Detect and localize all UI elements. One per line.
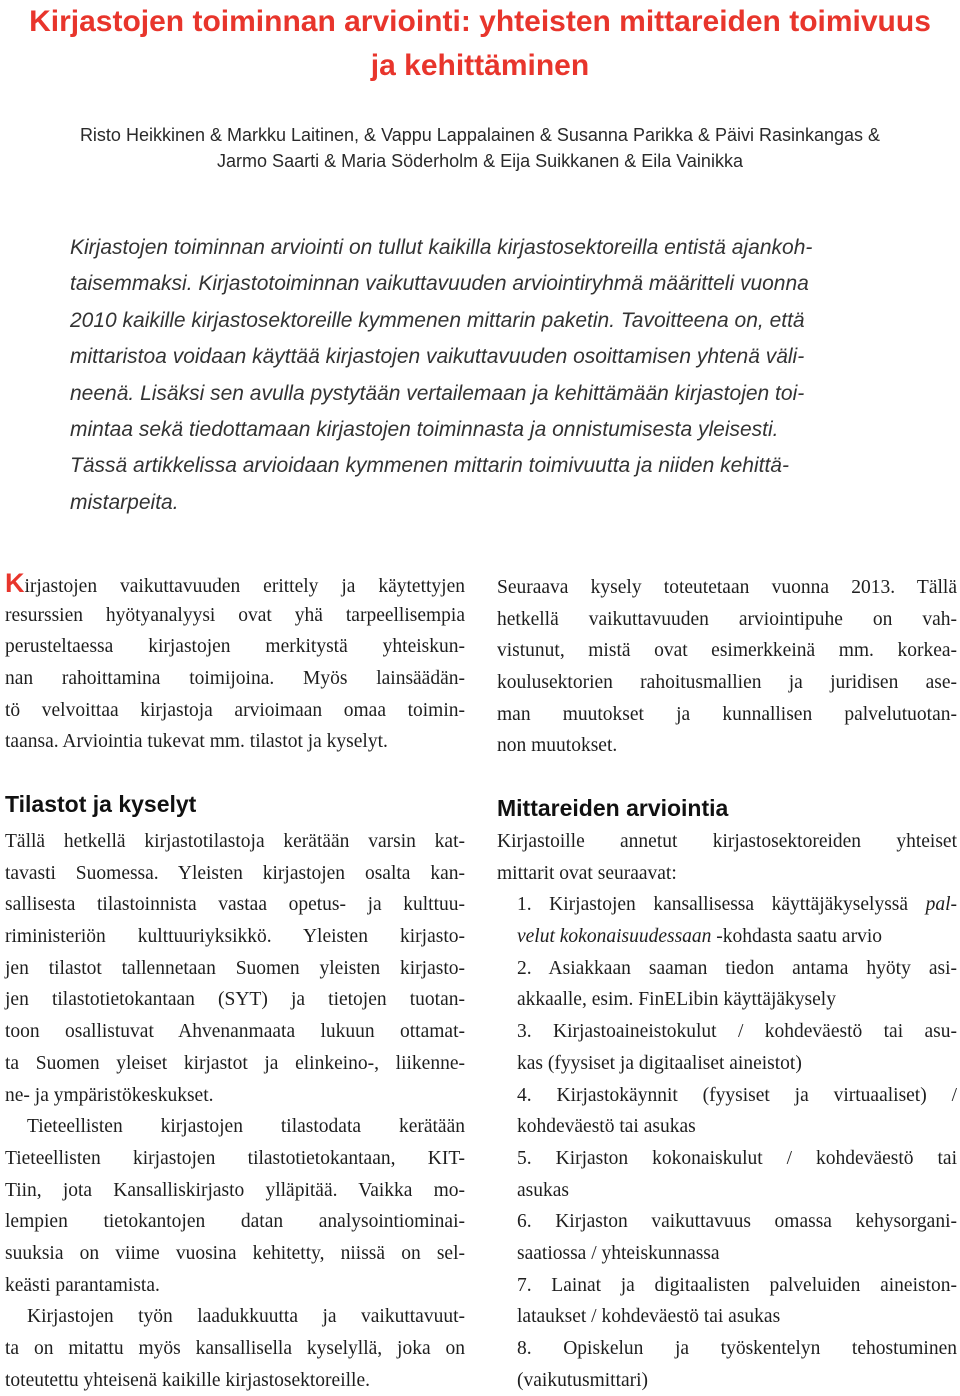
list-item-text: 1. Kirjastojen kansallisessa käyttäjäkyselyssä bbox=[517, 894, 926, 916]
list-item: lataukset / kohdeväestö tai asukas bbox=[517, 1306, 781, 1328]
list-item bbox=[497, 921, 957, 953]
text-line: Kirjastoille annetut kirjastosektoreiden yhteiset bbox=[497, 831, 957, 852]
text-line: mittarit ovat seuraavat: bbox=[497, 862, 677, 884]
list-item: 6. Kirjaston vaikuttavuus omassa kehysorgani- bbox=[517, 1211, 957, 1233]
text-line: taansa. Arviointia tukevat mm. tilastot ja kyselyt. bbox=[5, 731, 388, 753]
list-item: 5. Kirjaston kokonaiskulut / kohdeväestö tai bbox=[517, 1147, 957, 1169]
list-item-text: -kohdasta saatu arvio bbox=[711, 926, 882, 948]
right-column-body bbox=[497, 826, 957, 1396]
right-column-intro bbox=[497, 572, 957, 762]
text-line: nan rahoittamina toimijoina. Myös lainsäädän- bbox=[5, 668, 465, 690]
list-item: (vaikutusmittari) bbox=[517, 1369, 649, 1391]
list-item: 3. Kirjastoaineistokulut / kohdeväestö tai asu- bbox=[517, 1021, 957, 1043]
text-line: ta on mitattu myös kansallisella kyselyllä, joka on bbox=[5, 1338, 465, 1359]
abstract-line: neenä. Lisäksi sen avulla pystytään vertailemaan ja kehittämään kirjastojen toi- bbox=[70, 381, 805, 405]
list-item bbox=[497, 889, 957, 921]
list-item: asukas bbox=[517, 1179, 569, 1201]
list-item-italic: velut kokonaisuudessaan bbox=[517, 926, 712, 948]
text-line: non muutokset. bbox=[497, 735, 618, 757]
drop-cap: K bbox=[5, 568, 25, 598]
text-line: koulusektorien rahoitusmallien ja juridisen ase- bbox=[497, 672, 957, 694]
text-line: ne- ja ympäristökeskukset. bbox=[5, 1084, 214, 1106]
title-line-1: Kirjastojen toiminnan arviointi: yhteisten mittareiden toimivuus bbox=[29, 5, 931, 38]
text-line: Tieteellisten kirjastojen tilastodata kerätään bbox=[27, 1116, 465, 1138]
text-line: hetkellä vaikuttavuuden arviointipuhe on vah- bbox=[497, 608, 957, 630]
text-line: toteutettu yhteisenä kaikille kirjastosektoreille. bbox=[5, 1369, 370, 1391]
authors-line-2: Jarmo Saarti & Maria Söderholm & Eija Suikkanen & Eila Vainikka bbox=[217, 151, 743, 171]
text-line: suuksia on viime vuosina kehitetty, niissä on sel- bbox=[5, 1242, 465, 1264]
text-line-content: irjastojen vaikuttavuuden erittely ja käytettyjen bbox=[24, 576, 465, 597]
list-item: kohdeväestö tai asukas bbox=[517, 1116, 696, 1138]
text-line: Tällä hetkellä kirjastotilastoja kerätään varsin kat- bbox=[5, 831, 465, 852]
abstract-line: Kirjastojen toiminnan arviointi on tullut kaikilla kirjastosektoreilla entistä ajankoh- bbox=[70, 236, 813, 259]
text-line: Kirjastojen työn laadukkuutta ja vaikuttavuut- bbox=[27, 1306, 465, 1328]
text-line: sallisesta tilastoinnista vastaa opetus- ja kulttuu- bbox=[5, 894, 465, 916]
text-line: Tiin, jota Kansalliskirjasto ylläpitää. Vaikka mo- bbox=[5, 1179, 465, 1201]
text-line: resurssien hyötyanalyysi ovat yhä tarpeellisempia bbox=[5, 604, 465, 626]
text-line: riministeriön kulttuuriyksikkö. Yleisten kirjasto- bbox=[5, 926, 465, 948]
text-line: tö velvoittaa kirjastoja arvioimaan omaa toimin- bbox=[5, 699, 465, 721]
text-line: Seuraava kysely toteutetaan vuonna 2013. Tällä bbox=[497, 577, 957, 598]
abstract-line: Tässä artikkelissa arvioidaan kymmenen mittarin toimivuutta ja niiden kehittä- bbox=[70, 454, 789, 478]
list-item: 7. Lainat ja digitaalisten palveluiden aineiston- bbox=[517, 1274, 957, 1296]
text-line: Tieteellisten kirjastojen tilastotietokantaan, KIT- bbox=[5, 1147, 465, 1169]
text-line bbox=[5, 568, 465, 600]
article-title bbox=[0, 0, 960, 88]
list-item-italic: pal- bbox=[925, 894, 957, 916]
text-line: ta Suomen yleiset kirjastot ja elinkeino-, liikenne- bbox=[5, 1052, 465, 1074]
text-line: jen tilastot tallennetaan Suomen yleisten kirjasto- bbox=[5, 957, 465, 979]
list-item: 8. Opiskelun ja työskentelyn tehostuminen bbox=[517, 1338, 957, 1359]
text-line: perusteltaessa kirjastojen merkitystä yhteiskun- bbox=[5, 636, 465, 658]
abstract-line: mintaa sekä tiedottamaan kirjastojen toiminnasta ja onnistumisesta yleisesti. bbox=[70, 418, 779, 442]
authors-line-1: Risto Heikkinen & Markku Laitinen, & Vappu Lappalainen & Susanna Parikka & Päivi Rasinkangas & bbox=[79, 125, 881, 145]
left-column-intro bbox=[5, 568, 465, 758]
text-line: tavasti Suomessa. Yleisten kirjastojen osalta kan- bbox=[5, 862, 465, 884]
text-line: keästi parantamista. bbox=[5, 1274, 160, 1296]
list-item: 2. Asiakkaan saaman tiedon antama hyöty asi- bbox=[517, 957, 957, 979]
title-line-2: ja kehittäminen bbox=[370, 49, 590, 82]
abstract bbox=[70, 230, 930, 521]
list-item: saatiossa / yhteiskunnassa bbox=[517, 1242, 720, 1264]
abstract-line: 2010 kaikille kirjastosektoreille kymmenen mittarin paketin. Tavoitteena on, että bbox=[70, 308, 805, 332]
abstract-line: mittaristoa voidaan käyttää kirjastojen vaikuttavuuden osoittamisen yhtenä väli- bbox=[70, 345, 805, 369]
abstract-line: mistarpeita. bbox=[70, 490, 179, 514]
text-line: vistunut, mistä ovat esimerkkeinä mm. korkea- bbox=[497, 640, 957, 662]
abstract-line: taisemmaksi. Kirjastotoiminnan vaikuttavuuden arviointiryhmä määritteli vuonna bbox=[70, 272, 809, 296]
left-column-body bbox=[5, 826, 465, 1396]
text-line: man muutokset ja kunnallisen palvelutuotan- bbox=[497, 703, 957, 725]
list-item: 4. Kirjastokäynnit (fyysiset ja virtuaaliset) / bbox=[517, 1084, 957, 1106]
author-list bbox=[0, 122, 960, 174]
text-line: toon osallistuvat Ahvenanmaata lukuun ottamat- bbox=[5, 1021, 465, 1043]
list-item: akkaalle, esim. FinELibin käyttäjäkysely bbox=[517, 989, 836, 1011]
section-heading: Mittareiden arviointia bbox=[497, 795, 729, 821]
text-line: jen tilastotietokantaan (SYT) ja tietojen tuotan- bbox=[5, 989, 465, 1011]
text-line: lempien tietokantojen datan analysointiominai- bbox=[5, 1211, 465, 1233]
section-heading: Tilastot ja kyselyt bbox=[5, 791, 197, 817]
list-item: kas (fyysiset ja digitaaliset aineistot) bbox=[517, 1052, 802, 1074]
